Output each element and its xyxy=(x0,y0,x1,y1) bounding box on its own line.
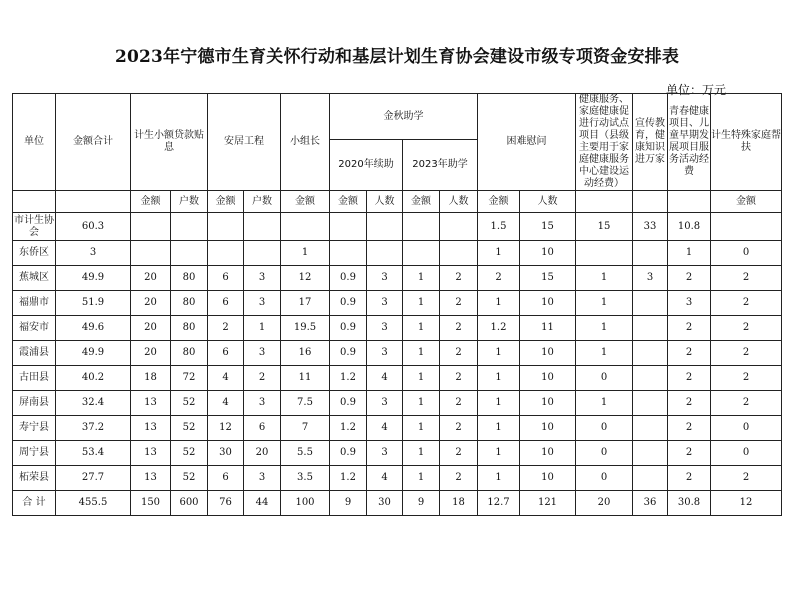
cell-pub: 3 xyxy=(633,266,668,291)
cell-hard-amt: 1 xyxy=(478,466,520,491)
header-unit: 单位 xyxy=(13,94,56,191)
row-label: 柘荣县 xyxy=(13,466,56,491)
cell-a23-ppl: 18 xyxy=(440,491,478,516)
cell-c20-amt: 0.9 xyxy=(330,291,367,316)
cell-loan-hh: 52 xyxy=(171,416,208,441)
row-label: 霞浦县 xyxy=(13,341,56,366)
row-label: 蕉城区 xyxy=(13,266,56,291)
cell-pub xyxy=(633,366,668,391)
cell-special: 2 xyxy=(711,341,782,366)
cell-youth: 2 xyxy=(668,441,711,466)
cell-loan-hh: 80 xyxy=(171,341,208,366)
header-loan: 计生小额贷款贴息 xyxy=(131,94,208,191)
header-households: 户数 xyxy=(171,191,208,213)
cell-hard-ppl: 15 xyxy=(520,213,576,241)
header-total: 金额合计 xyxy=(56,94,131,191)
cell-a23-ppl: 2 xyxy=(440,366,478,391)
cell-a23-amt: 1 xyxy=(403,391,440,416)
cell-total: 3 xyxy=(56,241,131,266)
cell-house-hh xyxy=(244,213,281,241)
header-youth: 青春健康项目、儿童早期发展项目服务活动经费 xyxy=(668,94,711,191)
cell-youth: 30.8 xyxy=(668,491,711,516)
cell-house-hh: 3 xyxy=(244,391,281,416)
cell-total: 49.9 xyxy=(56,266,131,291)
cell-loan-amt xyxy=(131,241,171,266)
cell-c20-ppl: 3 xyxy=(367,341,403,366)
cell-health: 0 xyxy=(576,366,633,391)
cell-pub xyxy=(633,416,668,441)
header-hardship: 困难慰问 xyxy=(478,94,576,191)
cell-a23-ppl xyxy=(440,213,478,241)
table-row xyxy=(13,241,782,266)
cell-house-hh: 1 xyxy=(244,316,281,341)
table-row xyxy=(13,341,782,366)
row-label: 古田县 xyxy=(13,366,56,391)
cell-house-amt: 6 xyxy=(208,341,244,366)
cell-hard-amt: 2 xyxy=(478,266,520,291)
header-blank xyxy=(576,191,633,213)
cell-health: 1 xyxy=(576,291,633,316)
header-amount: 金额 xyxy=(330,191,367,213)
cell-hard-amt: 1 xyxy=(478,241,520,266)
cell-a23-amt: 1 xyxy=(403,316,440,341)
cell-house-hh: 44 xyxy=(244,491,281,516)
header-row-1 xyxy=(13,94,782,140)
cell-house-amt: 6 xyxy=(208,291,244,316)
header-amount: 金额 xyxy=(403,191,440,213)
cell-pub xyxy=(633,391,668,416)
row-label: 东侨区 xyxy=(13,241,56,266)
cell-health: 0 xyxy=(576,466,633,491)
cell-c20-amt: 0.9 xyxy=(330,441,367,466)
cell-health: 1 xyxy=(576,316,633,341)
cell-house-hh: 3 xyxy=(244,291,281,316)
cell-special: 2 xyxy=(711,466,782,491)
cell-leader: 1 xyxy=(281,241,330,266)
cell-health: 20 xyxy=(576,491,633,516)
cell-a23-amt: 1 xyxy=(403,466,440,491)
cell-c20-amt xyxy=(330,241,367,266)
cell-a23-amt: 1 xyxy=(403,416,440,441)
cell-special: 2 xyxy=(711,266,782,291)
cell-hard-ppl: 10 xyxy=(520,241,576,266)
table-row xyxy=(13,491,782,516)
cell-health: 0 xyxy=(576,441,633,466)
table-row xyxy=(13,366,782,391)
cell-leader: 7.5 xyxy=(281,391,330,416)
cell-youth: 2 xyxy=(668,416,711,441)
cell-hard-ppl: 10 xyxy=(520,291,576,316)
header-amount: 金额 xyxy=(478,191,520,213)
cell-health: 15 xyxy=(576,213,633,241)
cell-loan-amt: 13 xyxy=(131,466,171,491)
cell-total: 455.5 xyxy=(56,491,131,516)
header-amount: 金额 xyxy=(281,191,330,213)
cell-hard-amt: 1.2 xyxy=(478,316,520,341)
cell-youth: 10.8 xyxy=(668,213,711,241)
cell-a23-amt: 1 xyxy=(403,366,440,391)
cell-total: 51.9 xyxy=(56,291,131,316)
cell-c20-ppl: 3 xyxy=(367,391,403,416)
cell-c20-amt: 1.2 xyxy=(330,466,367,491)
cell-special xyxy=(711,213,782,241)
cell-a23-amt: 1 xyxy=(403,441,440,466)
cell-house-hh: 3 xyxy=(244,466,281,491)
cell-c20-amt: 0.9 xyxy=(330,266,367,291)
cell-a23-amt xyxy=(403,241,440,266)
cell-house-amt: 30 xyxy=(208,441,244,466)
cell-c20-amt: 1.2 xyxy=(330,366,367,391)
cell-pub: 33 xyxy=(633,213,668,241)
cell-c20-amt: 0.9 xyxy=(330,316,367,341)
cell-hard-amt: 1 xyxy=(478,366,520,391)
cell-hard-amt: 12.7 xyxy=(478,491,520,516)
cell-special: 0 xyxy=(711,441,782,466)
header-publicity: 宣传教育，健康知识进万家 xyxy=(633,94,668,191)
cell-hard-ppl: 10 xyxy=(520,416,576,441)
page-title: 2023年宁德市生育关怀行动和基层计划生育协会建设市级专项资金安排表 xyxy=(114,47,680,67)
cell-a23-ppl: 2 xyxy=(440,341,478,366)
header-blank xyxy=(56,191,131,213)
cell-c20-ppl: 4 xyxy=(367,366,403,391)
cell-a23-amt: 1 xyxy=(403,291,440,316)
cell-house-hh: 3 xyxy=(244,341,281,366)
cell-loan-hh: 80 xyxy=(171,266,208,291)
cell-a23-amt: 1 xyxy=(403,341,440,366)
header-blank xyxy=(668,191,711,213)
cell-special: 2 xyxy=(711,316,782,341)
cell-c20-ppl: 4 xyxy=(367,416,403,441)
cell-hard-ppl: 15 xyxy=(520,266,576,291)
cell-health: 0 xyxy=(576,416,633,441)
cell-a23-ppl: 2 xyxy=(440,291,478,316)
cell-hard-amt: 1 xyxy=(478,416,520,441)
cell-c20-amt: 9 xyxy=(330,491,367,516)
header-amount: 金额 xyxy=(131,191,171,213)
cell-health: 1 xyxy=(576,266,633,291)
cell-pub xyxy=(633,291,668,316)
cell-leader: 17 xyxy=(281,291,330,316)
cell-house-amt: 4 xyxy=(208,391,244,416)
cell-c20-ppl: 3 xyxy=(367,441,403,466)
cell-house-amt: 2 xyxy=(208,316,244,341)
cell-total: 49.9 xyxy=(56,341,131,366)
cell-a23-amt xyxy=(403,213,440,241)
cell-pub: 36 xyxy=(633,491,668,516)
cell-loan-amt: 13 xyxy=(131,391,171,416)
header-leader: 小组长 xyxy=(281,94,330,191)
cell-youth: 2 xyxy=(668,341,711,366)
header-amount: 金额 xyxy=(208,191,244,213)
table-row xyxy=(13,416,782,441)
header-health: 健康服务、家庭健康促进行动试点项目（县级主要用于家庭健康服务中心建设运动经费） xyxy=(576,94,633,191)
cell-house-amt xyxy=(208,213,244,241)
cell-c20-amt xyxy=(330,213,367,241)
cell-total: 37.2 xyxy=(56,416,131,441)
row-label: 寿宁县 xyxy=(13,416,56,441)
cell-c20-ppl: 30 xyxy=(367,491,403,516)
cell-special: 0 xyxy=(711,241,782,266)
cell-loan-amt: 20 xyxy=(131,341,171,366)
cell-health xyxy=(576,241,633,266)
cell-hard-amt: 1 xyxy=(478,441,520,466)
cell-hard-ppl: 10 xyxy=(520,466,576,491)
cell-youth: 1 xyxy=(668,241,711,266)
cell-leader: 11 xyxy=(281,366,330,391)
table-row xyxy=(13,466,782,491)
header-special: 计生特殊家庭帮扶 xyxy=(711,94,782,191)
cell-leader: 12 xyxy=(281,266,330,291)
cell-loan-hh xyxy=(171,213,208,241)
cell-total: 27.7 xyxy=(56,466,131,491)
cell-c20-ppl: 4 xyxy=(367,466,403,491)
header-blank xyxy=(13,191,56,213)
cell-a23-ppl: 2 xyxy=(440,391,478,416)
cell-special: 2 xyxy=(711,366,782,391)
cell-total: 49.6 xyxy=(56,316,131,341)
cell-house-hh: 20 xyxy=(244,441,281,466)
cell-loan-hh: 72 xyxy=(171,366,208,391)
cell-hard-ppl: 121 xyxy=(520,491,576,516)
cell-loan-amt: 18 xyxy=(131,366,171,391)
header-housing: 安居工程 xyxy=(208,94,281,191)
cell-hard-ppl: 10 xyxy=(520,341,576,366)
cell-health: 1 xyxy=(576,391,633,416)
cell-loan-hh: 80 xyxy=(171,316,208,341)
header-row-3 xyxy=(13,191,782,213)
cell-pub xyxy=(633,466,668,491)
table-row xyxy=(13,441,782,466)
row-label: 福鼎市 xyxy=(13,291,56,316)
cell-youth: 2 xyxy=(668,366,711,391)
cell-hard-ppl: 10 xyxy=(520,366,576,391)
row-label: 市计生协会 xyxy=(13,213,56,241)
row-label: 屏南县 xyxy=(13,391,56,416)
cell-pub xyxy=(633,316,668,341)
cell-total: 60.3 xyxy=(56,213,131,241)
header-cont2020: 2020年续助 xyxy=(330,140,403,191)
cell-c20-ppl: 3 xyxy=(367,266,403,291)
header-people: 人数 xyxy=(367,191,403,213)
cell-c20-amt: 0.9 xyxy=(330,341,367,366)
cell-special: 0 xyxy=(711,416,782,441)
cell-loan-hh: 52 xyxy=(171,441,208,466)
cell-a23-amt: 1 xyxy=(403,266,440,291)
cell-loan-hh: 600 xyxy=(171,491,208,516)
cell-loan-hh: 80 xyxy=(171,291,208,316)
cell-pub xyxy=(633,341,668,366)
cell-a23-ppl: 2 xyxy=(440,416,478,441)
cell-house-hh: 3 xyxy=(244,266,281,291)
cell-leader: 3.5 xyxy=(281,466,330,491)
cell-youth: 2 xyxy=(668,466,711,491)
cell-a23-ppl xyxy=(440,241,478,266)
cell-loan-amt: 20 xyxy=(131,316,171,341)
cell-leader: 19.5 xyxy=(281,316,330,341)
cell-youth: 3 xyxy=(668,291,711,316)
table-row xyxy=(13,316,782,341)
cell-house-hh: 6 xyxy=(244,416,281,441)
cell-pub xyxy=(633,441,668,466)
cell-loan-hh: 52 xyxy=(171,391,208,416)
cell-house-amt: 12 xyxy=(208,416,244,441)
cell-loan-amt: 13 xyxy=(131,441,171,466)
table-row xyxy=(13,391,782,416)
cell-hard-amt: 1 xyxy=(478,391,520,416)
cell-a23-ppl: 2 xyxy=(440,466,478,491)
cell-hard-amt: 1 xyxy=(478,341,520,366)
cell-leader: 16 xyxy=(281,341,330,366)
cell-youth: 2 xyxy=(668,391,711,416)
allocation-table xyxy=(12,93,782,516)
cell-hard-amt: 1.5 xyxy=(478,213,520,241)
table-row xyxy=(13,291,782,316)
cell-house-amt: 6 xyxy=(208,466,244,491)
header-blank xyxy=(633,191,668,213)
row-label: 合 计 xyxy=(13,491,56,516)
cell-a23-amt: 9 xyxy=(403,491,440,516)
cell-leader: 7 xyxy=(281,416,330,441)
cell-loan-amt: 20 xyxy=(131,291,171,316)
cell-leader: 100 xyxy=(281,491,330,516)
cell-a23-ppl: 2 xyxy=(440,441,478,466)
header-amount: 金额 xyxy=(711,191,782,213)
header-aid2023: 2023年助学 xyxy=(403,140,478,191)
cell-hard-ppl: 10 xyxy=(520,441,576,466)
cell-house-amt: 6 xyxy=(208,266,244,291)
cell-c20-ppl: 3 xyxy=(367,291,403,316)
header-people: 人数 xyxy=(520,191,576,213)
header-autumn: 金秋助学 xyxy=(330,94,478,140)
cell-c20-ppl xyxy=(367,241,403,266)
cell-pub xyxy=(633,241,668,266)
header-households: 户数 xyxy=(244,191,281,213)
cell-loan-amt xyxy=(131,213,171,241)
unit-label: 单位：万元 xyxy=(665,83,726,97)
cell-house-amt: 76 xyxy=(208,491,244,516)
cell-a23-ppl: 2 xyxy=(440,266,478,291)
cell-loan-amt: 20 xyxy=(131,266,171,291)
cell-c20-ppl xyxy=(367,213,403,241)
cell-c20-ppl: 3 xyxy=(367,316,403,341)
table-row xyxy=(13,266,782,291)
table-row xyxy=(13,213,782,241)
cell-c20-amt: 1.2 xyxy=(330,416,367,441)
cell-total: 53.4 xyxy=(56,441,131,466)
cell-youth: 2 xyxy=(668,266,711,291)
cell-special: 12 xyxy=(711,491,782,516)
cell-house-amt: 4 xyxy=(208,366,244,391)
cell-health: 1 xyxy=(576,341,633,366)
cell-loan-hh: 52 xyxy=(171,466,208,491)
row-label: 福安市 xyxy=(13,316,56,341)
header-people: 人数 xyxy=(440,191,478,213)
cell-loan-amt: 150 xyxy=(131,491,171,516)
cell-c20-amt: 0.9 xyxy=(330,391,367,416)
cell-house-amt xyxy=(208,241,244,266)
cell-total: 40.2 xyxy=(56,366,131,391)
cell-special: 2 xyxy=(711,291,782,316)
cell-special: 2 xyxy=(711,391,782,416)
cell-house-hh xyxy=(244,241,281,266)
cell-hard-ppl: 10 xyxy=(520,391,576,416)
cell-hard-amt: 1 xyxy=(478,291,520,316)
cell-total: 32.4 xyxy=(56,391,131,416)
cell-hard-ppl: 11 xyxy=(520,316,576,341)
cell-house-hh: 2 xyxy=(244,366,281,391)
cell-youth: 2 xyxy=(668,316,711,341)
row-label: 周宁县 xyxy=(13,441,56,466)
cell-leader xyxy=(281,213,330,241)
cell-leader: 5.5 xyxy=(281,441,330,466)
cell-loan-amt: 13 xyxy=(131,416,171,441)
cell-loan-hh xyxy=(171,241,208,266)
cell-a23-ppl: 2 xyxy=(440,316,478,341)
